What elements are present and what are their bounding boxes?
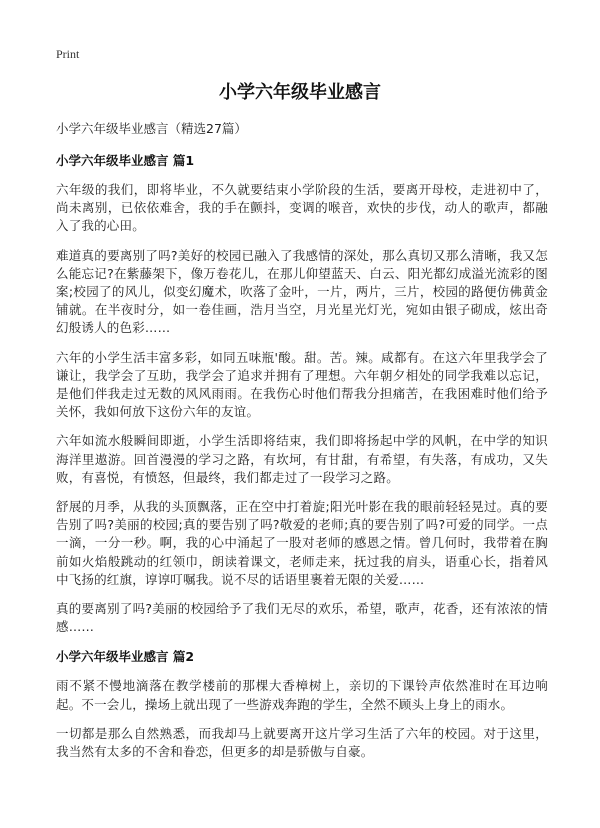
paragraph-2-2: 一切都是那么自然熟悉，而我却马上就要离开这片学习生活了六年的校园。对于这里，我当然有太多的不舍和眷恋，但更多的却是骄傲与自豪。 bbox=[56, 725, 548, 760]
paragraph-1-6: 真的要离别了吗?美丽的校园给予了我们无尽的欢乐，希望，歌声，花香，还有浓浓的情感…… bbox=[56, 601, 548, 635]
section-heading-2: 小学六年级毕业感言 篇2 bbox=[56, 649, 195, 665]
paragraph-1-4: 六年如流水般瞬间即逝，小学生活即将结束，我们即将扬起中学的风帆，在中学的知识海洋里遨游。回首漫漫的学习之路，有坎坷，有甘甜，有希望，有失落，有成功，又失败，有喜悦，有愤怒，但最终，我们都走过了一段学习之路。 bbox=[56, 433, 548, 485]
article-body bbox=[56, 121, 548, 772]
paragraph-1-3: 六年的小学生活丰富多彩，如同五味瓶'酸。甜。苦。辣。咸都有。在这六年里我学会了谦让，我学会了互助，我学会了追求并拥有了理想。六年朝夕相处的同学我难以忘记，是他们伴我走过无数的风风雨雨。在我伤心时他们帮我分担痛苦，在我困难时他们给予关怀，我如何放下这份六年的友谊。 bbox=[56, 349, 548, 420]
paragraph-1-1: 六年级的我们，即将毕业，不久就要结束小学阶段的生活，要离开母校，走进初中了，尚未离别，已依依难舍，我的手在颤抖，变调的喉音，欢快的步伐，动人的歌声，都融入了我的心田。 bbox=[56, 182, 548, 234]
paragraph-1-2: 难道真的要离别了吗?美好的校园已融入了我感情的深处，那么真切又那么清晰，我又怎么能忘记?在紫藤架下，像万卷花儿，在那儿仰望蓝天、白云、阳光都幻成溢光流彩的图案;校园了的风儿，似变幻魔术，吹落了金叶，一片，两片，三片，校园的路便仿佛黄金铺就。在半夜时分，如一卷佳画，浩月当空，月光星光灯光，宛如由银子砌成，炫出奇幻般诱人的色彩…… bbox=[56, 247, 548, 336]
article-subtitle: 小学六年级毕业感言（精选27篇） bbox=[56, 121, 247, 136]
print-link[interactable]: Print bbox=[56, 47, 80, 61]
section-heading-1: 小学六年级毕业感言 篇1 bbox=[56, 153, 195, 168]
page-title: 小学六年级毕业感言 bbox=[219, 82, 381, 103]
paragraph-2-1: 雨不紧不慢地滴落在教学楼前的那棵大香樟树上，亲切的下课铃声依然准时在耳边响起。不一会儿，操场上就出现了一些游戏奔跑的学生，全然不顾头上身上的雨水。 bbox=[56, 678, 548, 712]
paragraph-1-5: 舒展的月季，从我的头顶飘落，正在空中打着旋;阳光叶影在我的眼前轻轻晃过。真的要告别了吗?美丽的校园;真的要告别了吗?敬爱的老师;真的要告别了吗?可爱的同学。一点一滴，一分一秒。啊，我的心中涌起了一股对老师的感恩之情。曾几何时，我带着在胸前如火焰般跳动的红领巾，朗读着课文，老师走来，抚过我的肩头，语重心长，指着风中飞扬的红旗，谆谆叮嘱我。说不尽的话语里裹着无限的关爱…… bbox=[56, 499, 548, 587]
